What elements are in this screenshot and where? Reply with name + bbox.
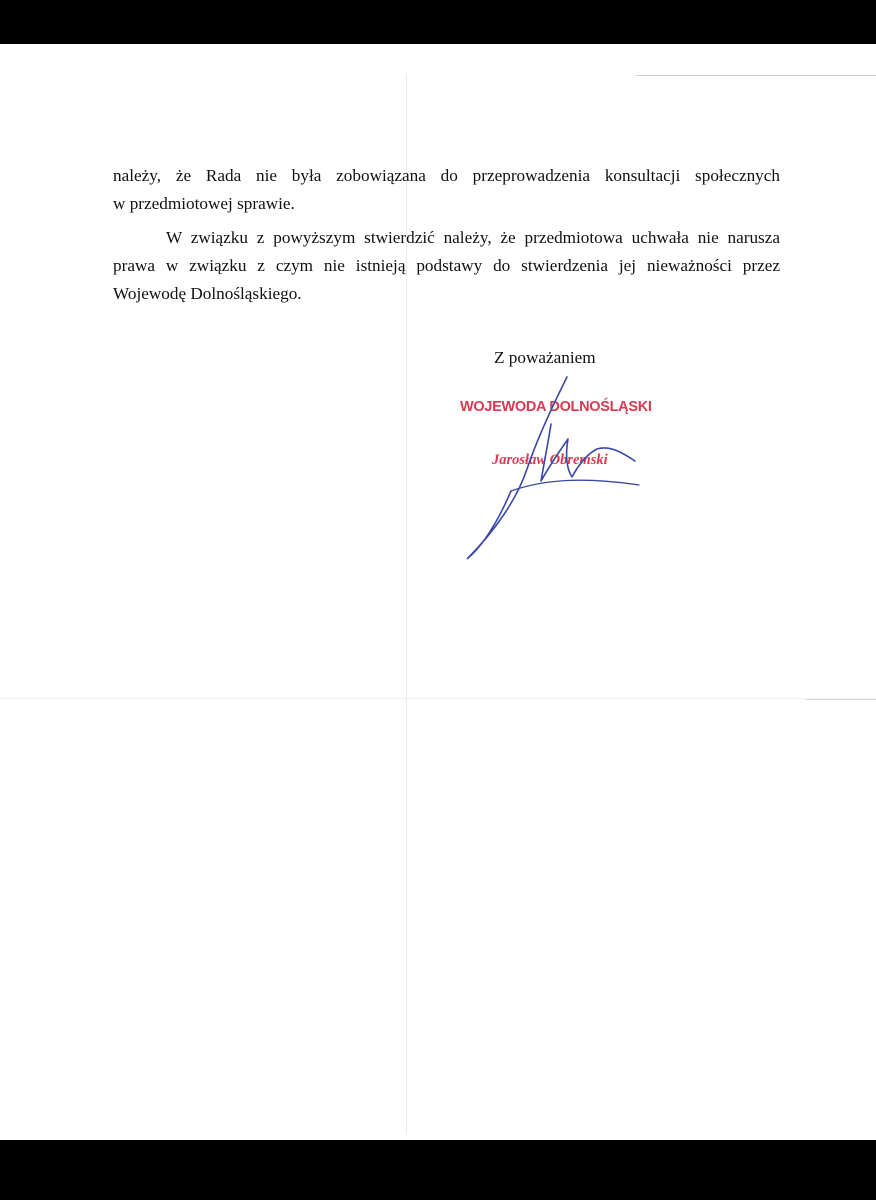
fold-line-horizontal — [0, 698, 876, 699]
official-stamp-name: Jarosław Obremski — [492, 452, 608, 468]
paragraph-2-line-2: prawa w związku z czym nie istnieją podstawy do stwierdzenia jej nieważności przez — [113, 256, 780, 275]
paragraph-2-line-1: W związku z powyższym stwierdzić należy, że przedmiotowa uchwała nie narusza — [166, 228, 780, 247]
scan-edge-line — [636, 75, 876, 76]
official-stamp-title: WOJEWODA DOLNOŚLĄSKI — [460, 399, 652, 415]
paragraph-1-line-1: należy, że Rada nie była zobowiązana do przeprowadzenia konsultacji społecznych — [113, 166, 780, 185]
paragraph-1 — [113, 162, 780, 218]
scan-edge-line-2 — [806, 699, 876, 700]
paragraph-2-line-3: Wojewodę Dolnośląskiego. — [113, 284, 302, 303]
handwritten-signature — [455, 369, 655, 569]
paragraph-2 — [113, 224, 780, 308]
closing-salutation: Z poważaniem — [494, 348, 596, 367]
paragraph-1-line-2: w przedmiotowej sprawie. — [113, 194, 295, 213]
document-page — [0, 44, 876, 1140]
